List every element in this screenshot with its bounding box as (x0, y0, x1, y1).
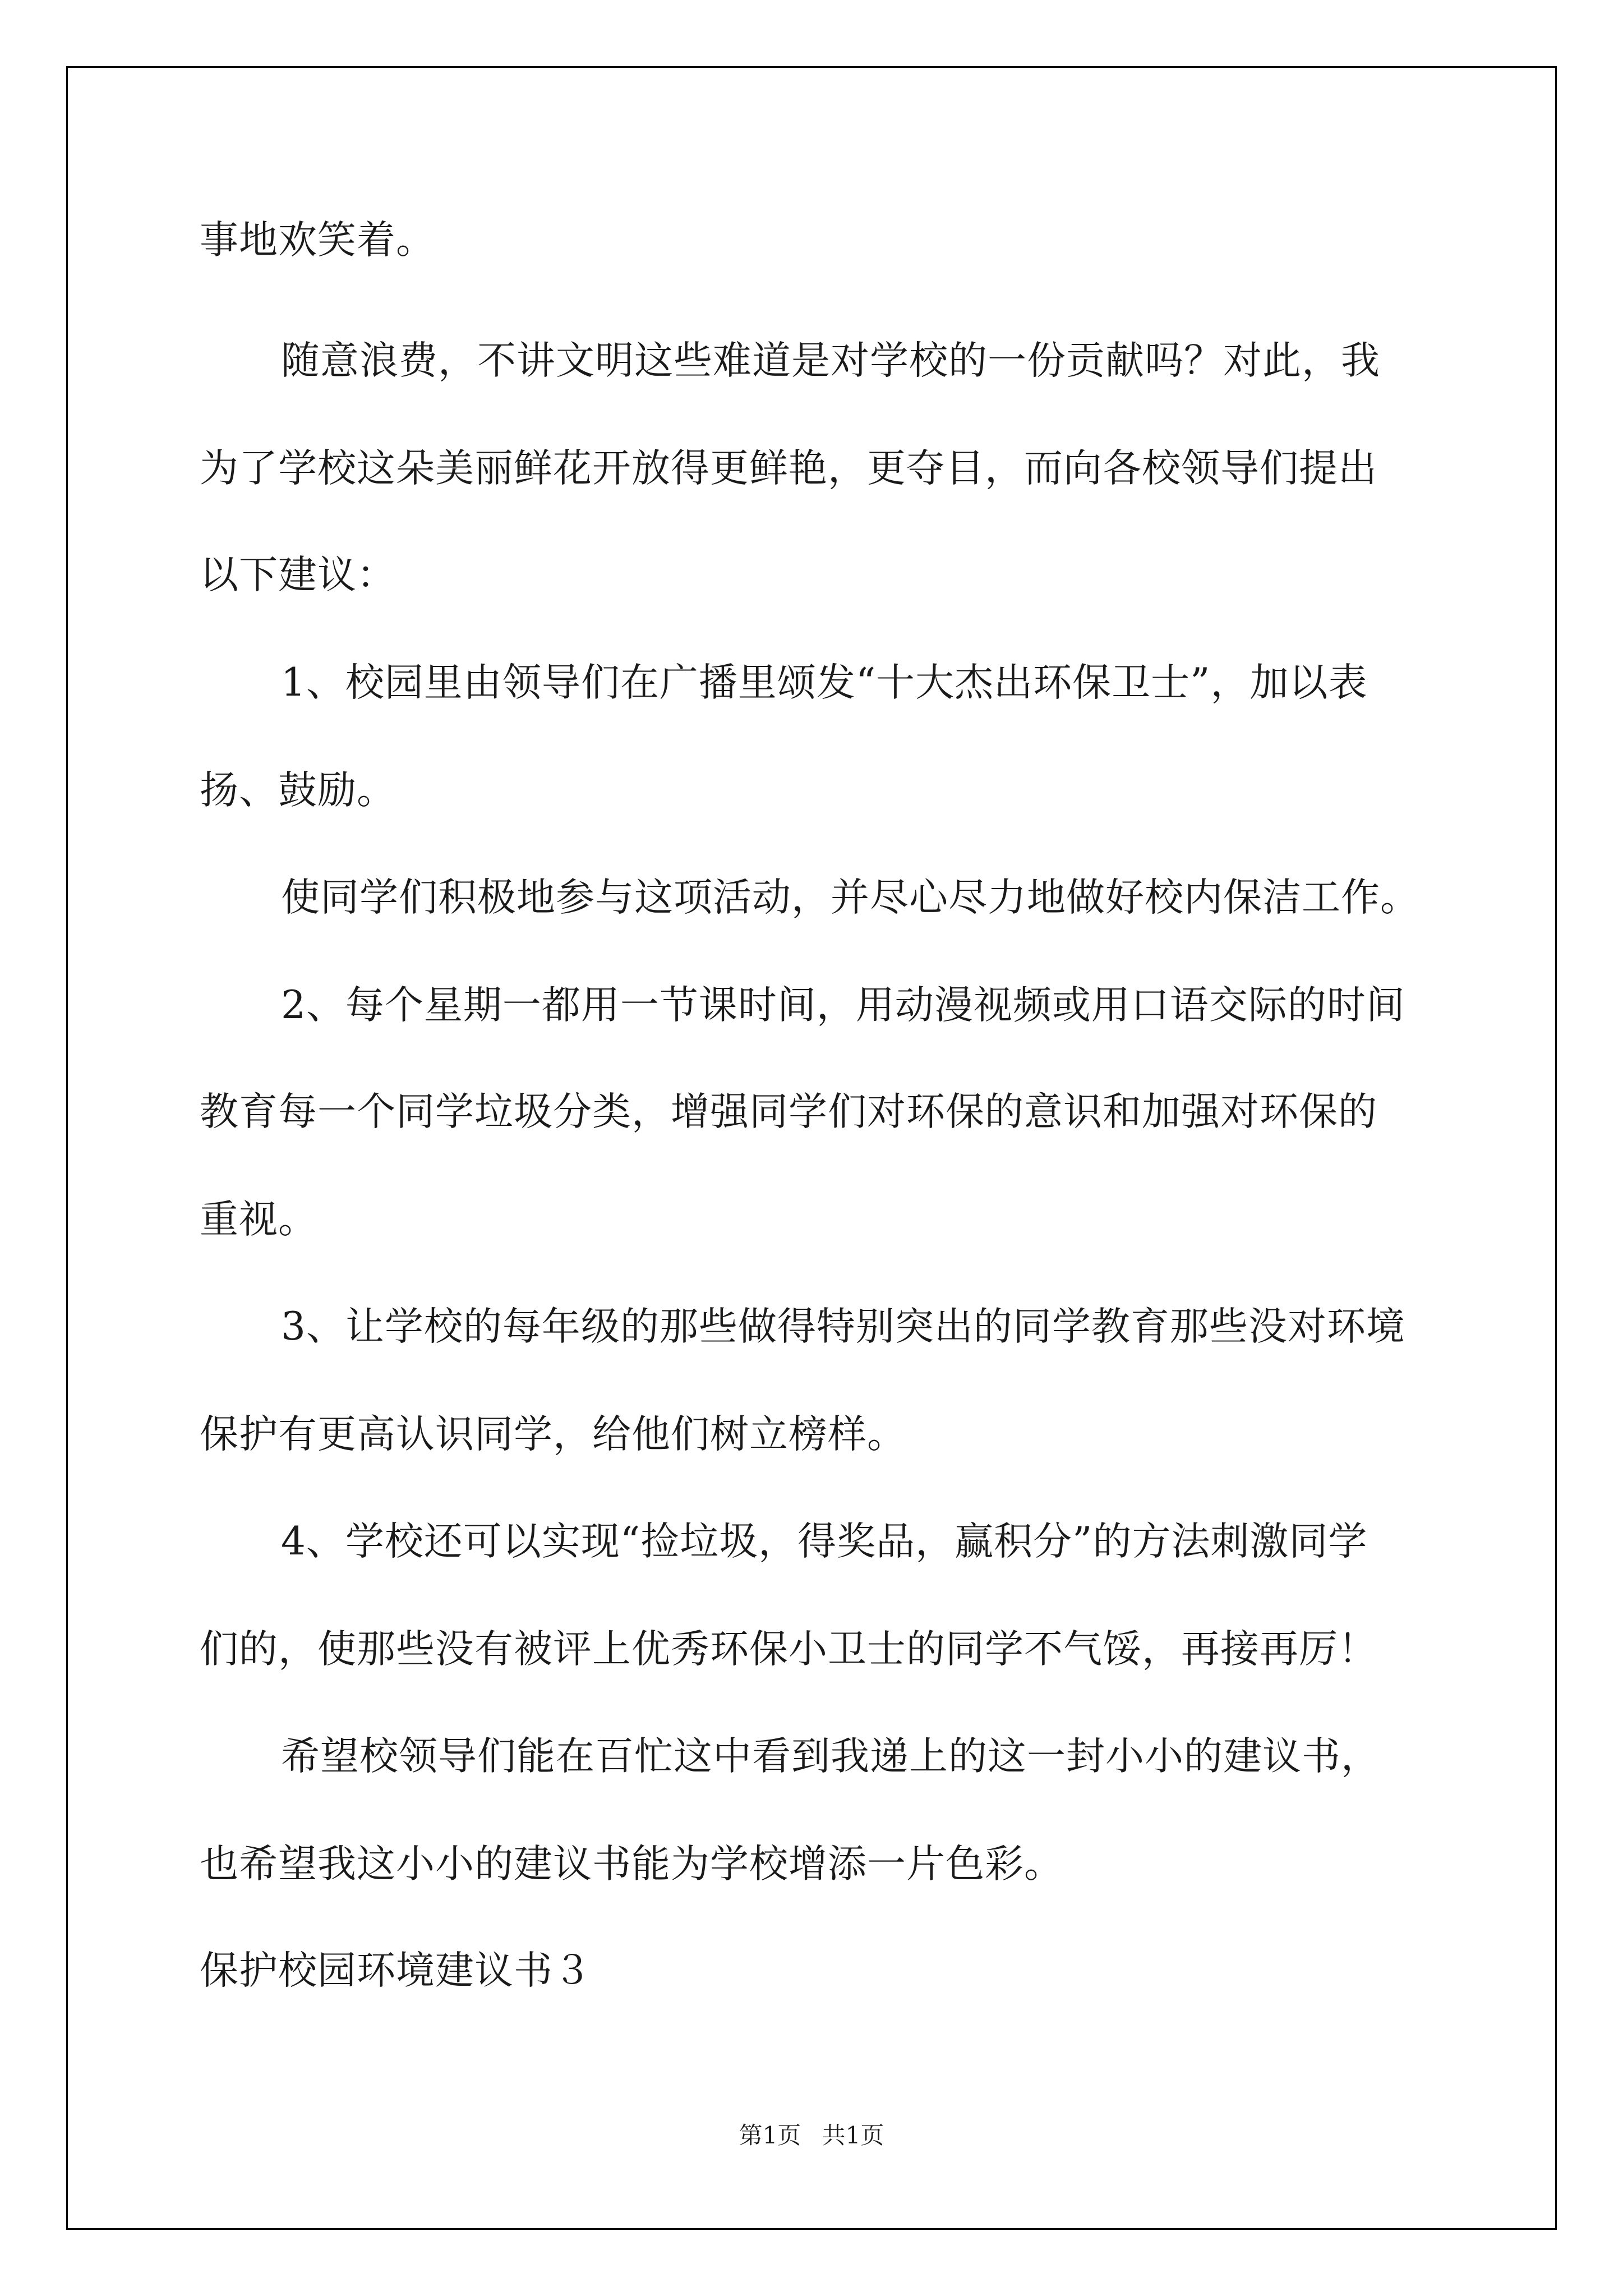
text-line: 也希望我这小小的建议书能为学校增添一片色彩。 (200, 1842, 1063, 1887)
text-line: 教育每一个同学垃圾分类，增强同学们对环保的意识和加强对环保的 (200, 1089, 1377, 1134)
text-line: 重视。 (200, 1197, 317, 1242)
text-line: 扬、鼓励。 (200, 768, 396, 813)
page-number: 第1页 (739, 2122, 801, 2149)
text-line: 1、校园里由领导们在广播里颂发“十大杰出环保卫士”，加以表 (281, 660, 1368, 705)
text-line: 随意浪费，不讲文明这些难道是对学校的一份贡献吗？对此，我 (281, 338, 1380, 383)
text-line: 希望校领导们能在百忙这中看到我递上的这一封小小的建议书， (281, 1734, 1380, 1779)
text-line: 4、学校还可以实现“捡垃圾，得奖品，赢积分”的方法刺激同学 (281, 1519, 1368, 1564)
text-line: 3、让学校的每年级的那些做得特别突出的同学教育那些没对环境 (281, 1304, 1405, 1349)
text-line: 2、每个星期一都用一节课时间，用动漫视频或用口语交际的时间 (281, 983, 1405, 1028)
section-heading: 保护校园环境建议书３ (200, 1948, 592, 1993)
text-line: 以下建议： (200, 553, 396, 597)
text-line: 们的，使那些没有被评上优秀环保小卫士的同学不气馁，再接再厉！ (200, 1627, 1377, 1672)
page-footer (0, 2122, 1623, 2150)
text-line: 为了学校这朵美丽鲜花开放得更鲜艳，更夺目，而向各校领导们提出 (200, 446, 1377, 491)
page-total: 共1页 (822, 2122, 884, 2149)
text-line: 使同学们积极地参与这项活动，并尽心尽力地做好校内保洁工作。 (281, 875, 1419, 920)
text-line: 事地欢笑着。 (200, 218, 435, 263)
page-border (66, 66, 1557, 2230)
text-line: 保护有更高认识同学，给他们树立榜样。 (200, 1412, 906, 1457)
